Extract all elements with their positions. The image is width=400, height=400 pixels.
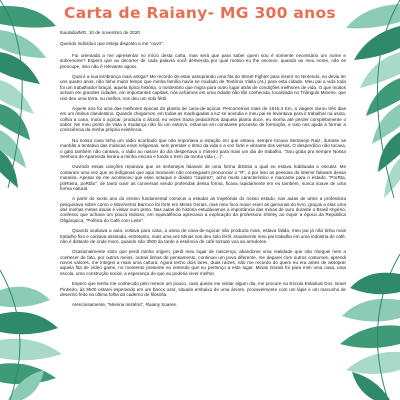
paragraph-7: Quando acabava a aula, voltava para casa, a usina de cana-de-açúcar não produzia mais, estava falida, meu pai já não tinha mais trabalho fixo e cantava assinada, entretanto, mais uma vez Minas nos deu solo fértil. Atualmente meu pai trabalha em uma indústria de café, não é distante de onde moro, quando são 3h00 da tarde a essência de café torrado voa ao arredores. bbox=[60, 228, 346, 244]
paragraph-4: Na nossa casa tinha um rádio acorbado que não importava a estação em que estava, sempre tocava Sertanejo Raiz, durante as manhãs a tentativa das músicas eram religiosas, sem prender o ritmo da vida e a voz forte e vibrante dos versos. O desperdício não tocava, o gato também não cantava, o rádio ao nascer do dia despertava o mineiro para mais um dia de trabalho. "Sou grata pra sempre Nossa Senhora de Aparecida livrara a minha escura e funda o trem da minha vida (...)". bbox=[60, 137, 346, 159]
paragraph-6: A partir do sexto ano do ensino fundamental comecei a estudar as trajetórias do nosso estado, nas aulas de artes a professora pesquisava sobre como o Movimento Barroco foi forte em Minas Gerais, mas meu foco maior eram as garounas do livro, graças a elas uma das minhas metas atuais é visitar ouro preto. Nas aulas de história estudávamos a importância das minas de ouro durante o Brasil Império, confesso que achava um pouco tedioso, em equivalência apreciava a explicação da professora Shirley ao expor a época da República Oligárquica, "Política do Café com Leite". bbox=[60, 196, 346, 223]
signature: Atenciosamente, "Menina mistério", Raiany Soares. bbox=[72, 302, 178, 308]
paragraph-2: Qual é a sua lembrança mais antiga? Me recordo de estar assoprando uma fita do Street Fighter para inserir no Nintendo, eu devia ter uns quatro anos, não tinha muito tempo que minha família havia se mudado de Teotônio Vilela (AL) para esta cidade. Meu pai a vida toda foi um trabalhador braçal, aquela típica história, o nordestino que migra para outro lugar atrás de condições melhores de vida. O que muitos acham em grandes cidades, em importantes capitais, nós achamos em uma cidade não tão conhecida, localizada no Triângulo Mineiro, que nos deu uma terra, ou melhor, nos deu um solo fértil. bbox=[60, 73, 346, 101]
paragraph-1: Fui orientada a me apresentar no início desta carta, mas será que para saber quem sou é somente necessário um nome e sobrenome? Espero que ao decorrer de cada palavra você desvenda por qual motivo eu lhe escrevo, quando ao meu nome, não se preocupe, isso não é relevante agora. bbox=[60, 52, 346, 69]
paragraph-9: Espero que tenha me conhecido pelo menos um pouco, caso queira me visitar algum dia, me procure na Escola Estadual Gov. Israel Pinheiro, às 9h00 estarei esperando em um banco azul, situado embaixo de uma árvore, provavelmente com um lápis e um rascunho de desenho feito na última folha do caderno de filosofia. bbox=[60, 281, 346, 297]
greeting: Querido indivíduo que esteja disposto a me "ouvir", bbox=[60, 41, 165, 47]
letter-body bbox=[60, 30, 346, 308]
paragraph-8: Ocasionalmente sinto que perdi minha origem, perdi meu lugar de nascença, abandonei uma realidade que não cheguei nem a conhecer de fato, por outros meios, outras linhas de pensamento, continuei um povo diferente, me deparei com outros costumes, aprendi novos valores, me integrei a mais uma cultura. Agora tenho dois lares, duas raízes, não me recordo do quem eu era antes de assoprar aquela fita de vídeo game, no momento presente eu entendo que eu pertenço a este lugar. Minas Gerais foi para mim uma casa, uma escola, uma construção social, a esperança de que eu poderia viver melhor. bbox=[60, 249, 346, 276]
paragraph-3: Aquele ano foi uma das melhores épocas do plantio de cana-de-açúcar. Percorremos mais de 1615,3 Km, a viagem durou três dias em um ônibus clandestino. Quando chegamos, em todas as madrugadas a luz se acendia e meu pai se levantava para ir trabalhar na usina, colhia a cana, moía o açúcar, produzia o álcool, eu vezes trazia pedacinhos daquela planta doce, eu morria até perder completamente o sabor. Ne meu ponto de vista a mudança não foi um estorvo, estamos em constante processo de formação, e isso nos ajuda a formar a consciência da minha própria existência. bbox=[60, 105, 346, 133]
place-date: Ituiutaba/MG, 10 de novembro de 2020 bbox=[60, 30, 140, 35]
letter-title: Carta de Raiany- MG 300 anos bbox=[64, 4, 336, 23]
paragraph-5: Ouvindo essas canções reparava que os sertanejos falavam de uma forma distinta a qual eu estava habituada a escutar. Me contaram uma vez que os indígenas que aqui moravam não conseguiam pronunciar o "R", o por isso as pessoas do interior falavam dessa maneira. Apesar de me aconteceu que esse sotaque e dialeto "caipirez", acho muito característico e marcante para o estado. "PorRta, poRteira, poRtão", de tanto ouvir as conversas sendo proferidas dessa forma, ficava rapidamente em eu também, nunca soave de uma forma natural. bbox=[60, 164, 346, 191]
